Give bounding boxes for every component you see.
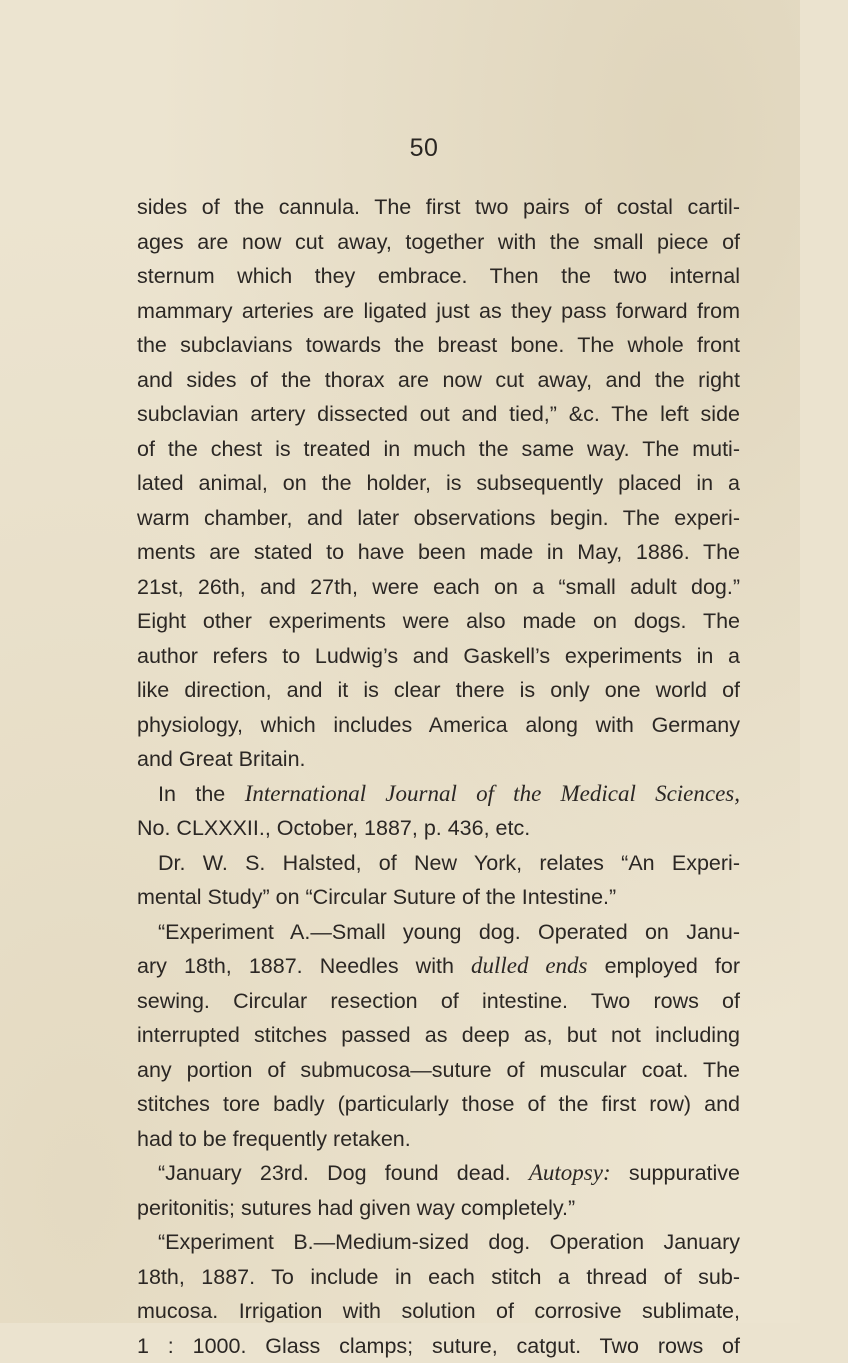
text-line: subclavian artery dissected out and tied,” &c. The left side (137, 397, 740, 432)
text-line: and sides of the thorax are now cut away, and the right (137, 363, 740, 398)
text-line: ages are now cut away, together with the small piece of (137, 225, 740, 260)
text-line: warm chamber, and later observations begin. The experi- (137, 501, 740, 536)
text-line: Dr. W. S. Halsted, of New York, relates “An Experi- (137, 846, 740, 881)
text-line: “Experiment A.—Small young dog. Operated on Janu- (137, 915, 740, 950)
text-line: 18th, 1887. To include in each stitch a thread of sub- (137, 1260, 740, 1295)
text-line: the subclavians towards the breast bone. The whole front (137, 328, 740, 363)
text-run: ary 18th, 1887. Needles with (137, 954, 471, 978)
text-line (137, 949, 740, 984)
text-line: 21st, 26th, and 27th, were each on a “small adult dog.” (137, 570, 740, 605)
text-run: In the (158, 782, 245, 806)
text-line: like direction, and it is clear there is only one world of (137, 673, 740, 708)
text-line: 1 : 1000. Glass clamps; suture, catgut. Two rows of (137, 1329, 740, 1363)
text-line (137, 1156, 740, 1191)
text-line: sides of the cannula. The first two pairs of costal cartil- (137, 190, 740, 225)
text-line: peritonitis; sutures had given way completely.” (137, 1191, 740, 1226)
text-line: mucosa. Irrigation with solution of corrosive sublimate, (137, 1294, 740, 1329)
text-line: any portion of submucosa—suture of muscular coat. The (137, 1053, 740, 1088)
text-line: mammary arteries are ligated just as they pass forward from (137, 294, 740, 329)
text-line: and Great Britain. (137, 742, 740, 777)
body-text (137, 190, 740, 1363)
text-line: had to be frequently retaken. (137, 1122, 740, 1157)
text-line: “Experiment B.—Medium-sized dog. Operation January (137, 1225, 740, 1260)
text-line: physiology, which includes America along with Germany (137, 708, 740, 743)
text-run: suppurative (611, 1161, 740, 1185)
text-line: interrupted stitches passed as deep as, but not including (137, 1018, 740, 1053)
text-run: employed for (588, 954, 740, 978)
text-line: stitches tore badly (particularly those of the first row) and (137, 1087, 740, 1122)
text-line: lated animal, on the holder, is subsequently placed in a (137, 466, 740, 501)
text-line: mental Study” on “Circular Suture of the Intestine.” (137, 880, 740, 915)
italic-phrase: Autopsy: (529, 1160, 611, 1185)
text-line: sternum which they embrace. Then the two internal (137, 259, 740, 294)
text-line: ments are stated to have been made in May, 1886. The (137, 535, 740, 570)
page-number: 50 (0, 134, 848, 163)
journal-title: International Journal of the Medical Sciences, (245, 781, 740, 806)
text-line: No. CLXXXII., October, 1887, p. 436, etc. (137, 811, 740, 846)
text-line: Eight other experiments were also made on dogs. The (137, 604, 740, 639)
text-line: sewing. Circular resection of intestine. Two rows of (137, 984, 740, 1019)
italic-phrase: dulled ends (471, 953, 588, 978)
text-line (137, 777, 740, 812)
text-line: of the chest is treated in much the same way. The muti- (137, 432, 740, 467)
text-line: author refers to Ludwig’s and Gaskell’s experiments in a (137, 639, 740, 674)
text-run: “January 23rd. Dog found dead. (158, 1161, 529, 1185)
